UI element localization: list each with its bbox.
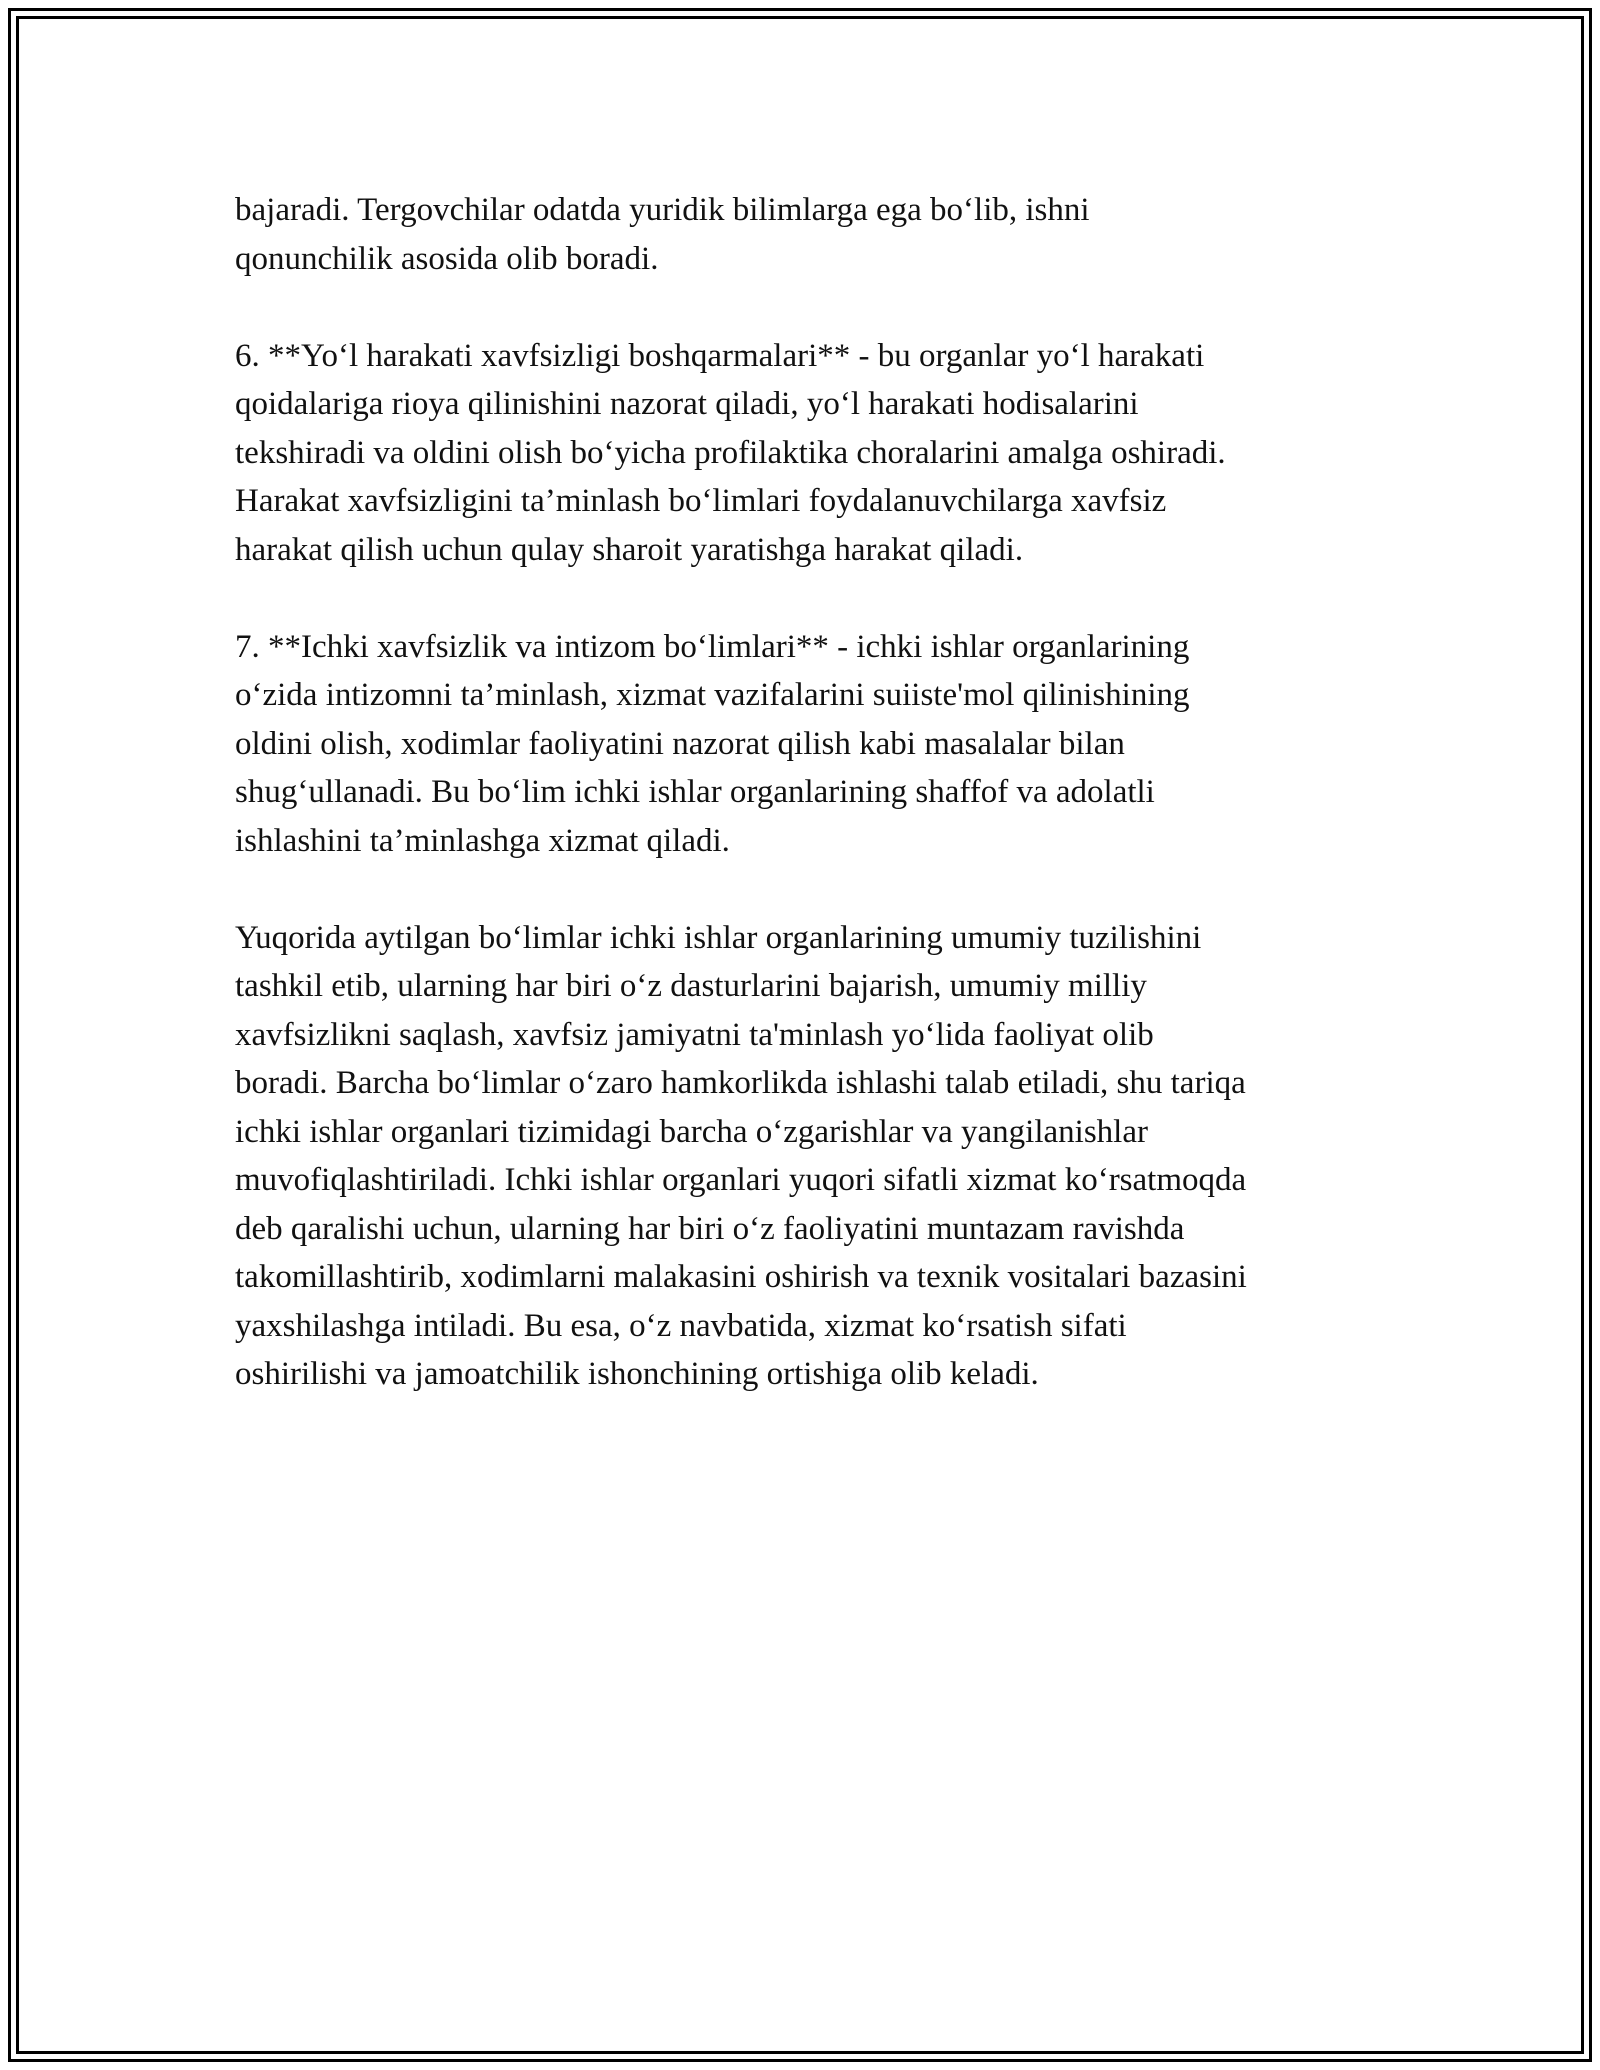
paragraph-item-6: 6. **Yo‘l harakati xavfsizligi boshqarmalari** - bu organlar yo‘l harakati qoidalariga rioya qilinishini nazorat qiladi, yo‘l harakati hodisalarini tekshiradi va oldini olish bo‘yicha profilaktika choralarini amalga oshiradi. Harakat xavfsizligini ta’minlash bo‘limlari foydalanuvchilarga xavfsiz harakat qilish uchun qulay sharoit yaratishga harakat qiladi. xyxy=(235,337,1226,568)
paragraph-continuation: bajaradi. Tergovchilar odatda yuridik bilimlarga ega bo‘lib, ishni qonunchilik asosida olib boradi. xyxy=(235,192,1090,277)
paragraph-item-7: 7. **Ichki xavfsizlik va intizom bo‘limlari** - ichki ishlar organlarining o‘zida intizomni ta’minlash, xizmat vazifalarini suiiste'mol qilinishining oldini olish, xodimlar faoliyatini nazorat qilish kabi masalalar bilan shug‘ullanadi. Bu bo‘lim ichki ishlar organlarining shaffof va adolatli ishlashini ta’minlashga xizmat qiladi. xyxy=(235,628,1190,859)
paragraph-conclusion: Yuqorida aytilgan bo‘limlar ichki ishlar organlarining umumiy tuzilishini tashkil etib, ularning har biri o‘z dasturlarini bajarish, umumiy milliy xavfsizlikni saqlash, xavfsiz jamiyatni ta'minlash yo‘lida faoliyat olib boradi. Barcha bo‘limlar o‘zaro hamkorlikda ishlashi talab etiladi, shu tariqa ichki ishlar organlari tizimidagi barcha o‘zgarishlar va yangilanishlar muvofiqlashtiriladi. Ichki ishlar organlari yuqori sifatli xizmat ko‘rsatmoqda deb qaralishi uchun, ularning har biri o‘z faoliyatini muntazam ravishda takomillashtirib, xodimlarni malakasini oshirish va texnik vositalari bazasini yaxshilashga intiladi. Bu esa, o‘z navbatida, xizmat ko‘rsatish sifati oshirilishi va jamoatchilik ishonchining ortishiga olib keladi. xyxy=(235,919,1247,1392)
document-body xyxy=(235,186,1365,1447)
